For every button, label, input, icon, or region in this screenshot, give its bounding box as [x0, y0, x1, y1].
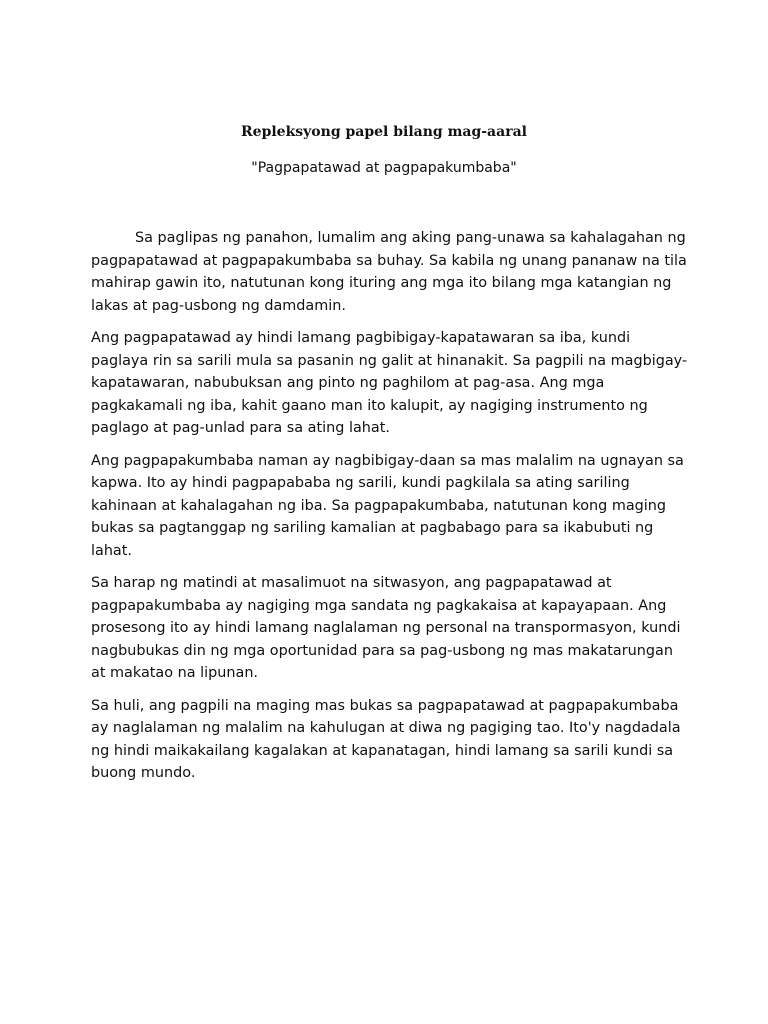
paragraph-3: Ang pagpapakumbaba naman ay nagbibigay-daan sa mas malalim na ugnayan sa kapwa. Ito ay hindi pagpapababa ng sarili, kundi pagkilala sa ating sariling kahinaan at kahalagahan ng iba. Sa pagpapakumbaba, natutunan kong maging bukas sa pagtanggap ng sariling kamalian at pagbabago para sa ikabubuti ng lahat. [91, 452, 684, 559]
paragraph-2: Ang pagpapatawad ay hindi lamang pagbibigay-kapatawaran sa iba, kundi paglaya rin sa sarili mula sa pasanin ng galit at hinanakit. Sa pagpili na magbigay-kapatawaran, nabubuksan ang pinto ng paghilom at pag-asa. Ang mga pagkakamali ng iba, kahit gaano man ito kalupit, ay nagiging instrumento ng paglago at pag-unlad para sa ating lahat. [91, 330, 688, 436]
paragraph-4: Sa harap ng matindi at masalimuot na sitwasyon, ang pagpapatawad at pagpapakumbaba ay nagiging mga sandata ng pagkakaisa at kapayapaan. Ang prosesong ito ay hindi lamang naglalaman ng personal na transpormasyon, kundi nagbubukas din ng mga oportunidad para sa pag-usbong ng mas makatarungan at makatao na lipunan. [91, 575, 681, 681]
document-subtitle: "Pagpapatawad at pagpapakumbaba" [251, 160, 517, 176]
paragraph-1: Sa paglipas ng panahon, lumalim ang aking pang-unawa sa kahalagahan ng pagpapatawad at pagpapakumbaba sa buhay. Sa kabila ng unang pananaw na tila mahirap gawin ito, natutunan kong ituring ang mga ito bilang mga katangian ng lakas at pag-usbong ng damdamin. [91, 230, 687, 314]
document-title: Repleksyong papel bilang mag-aaral [241, 124, 527, 140]
paragraph-5: Sa huli, ang pagpili na maging mas bukas sa pagpapatawad at pagpapakumbaba ay naglalaman ng malalim na kahulugan at diwa ng pagiging tao. Ito'y nagdadala ng hindi maikakailang kagalakan at kapanatagan, hindi lamang sa sarili kundi sa buong mundo. [91, 697, 681, 781]
document-body [91, 227, 691, 795]
